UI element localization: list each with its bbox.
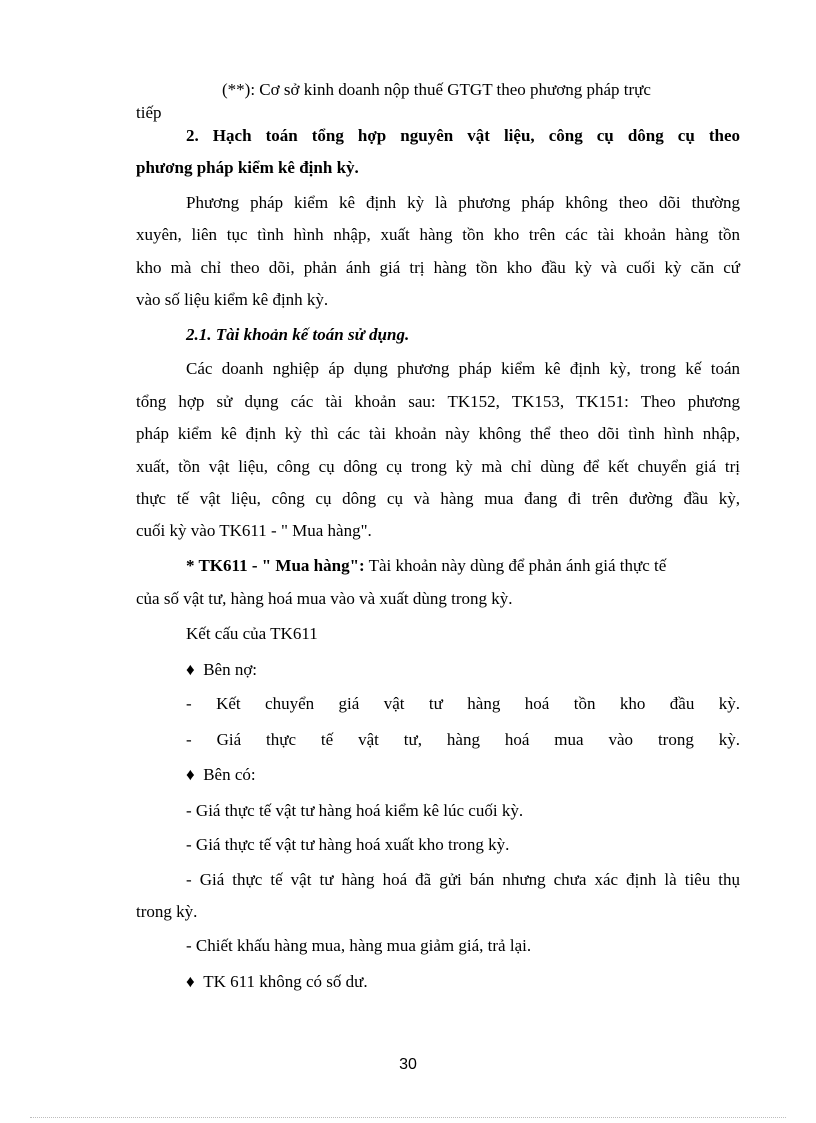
paragraph-line: Các doanh nghiệp áp dụng phương pháp kiểm kê định kỳ, trong kế toán (186, 359, 740, 378)
note-line: (**): Cơ sở kinh doanh nộp thuế GTGT theo phương pháp trực (222, 80, 651, 99)
paragraph-line: xuất, tồn vật liệu, công cụ dông cụ trong kỳ mà chỉ dùng để kết chuyển giá trị (136, 457, 740, 476)
credit-item: - Giá thực tế vật tư hàng hoá kiểm kê lúc cuối kỳ. (186, 801, 524, 820)
debit-item: - Kết chuyển giá vật tư hàng hoá tồn kho đầu kỳ. (186, 694, 740, 713)
balance-note-text: TK 611 không có số dư. (203, 972, 368, 991)
paragraph-line: tổng hợp sử dụng các tài khoản sau: TK152, TK153, TK151: Theo phương (136, 392, 740, 411)
paragraph-line: Phương pháp kiểm kê định kỳ là phương pháp không theo dõi thường (186, 193, 740, 212)
paragraph-line: cuối kỳ vào TK611 - " Mua hàng". (136, 521, 372, 540)
diamond-bullet-icon: ♦ (186, 765, 195, 784)
note-line-continued: tiếp (136, 103, 162, 122)
diamond-bullet-icon: ♦ (186, 660, 195, 679)
diamond-bullet-icon: ♦ (186, 972, 195, 991)
credit-item: - Giá thực tế vật tư hàng hoá xuất kho trong kỳ. (186, 835, 510, 854)
page-bottom-divider (30, 1117, 786, 1118)
credit-label: Bên có: (203, 765, 256, 784)
debit-label: Bên nợ: (203, 660, 258, 679)
structure-title: Kết cấu của TK611 (186, 624, 318, 643)
credit-item: - Chiết khấu hàng mua, hàng mua giảm giá, trả lại. (186, 936, 532, 955)
credit-item: - Giá thực tế vật tư hàng hoá đã gửi bán nhưng chưa xác định là tiêu thụ (186, 870, 740, 889)
section-heading-continued: phương pháp kiểm kê định kỳ. (136, 158, 359, 177)
paragraph-line: pháp kiểm kê định kỳ thì các tài khoản này không thể theo dõi tình hình nhập, (136, 424, 740, 443)
section-heading: 2. Hạch toán tổng hợp nguyên vật liệu, công cụ dông cụ theo (186, 126, 740, 145)
subsection-heading: 2.1. Tài khoản kế toán sử dụng. (186, 325, 410, 344)
debit-item: - Giá thực tế vật tư, hàng hoá mua vào trong kỳ. (186, 730, 740, 749)
credit-heading (186, 764, 256, 786)
tk611-definition-continued: của số vật tư, hàng hoá mua vào và xuất dùng trong kỳ. (136, 589, 513, 608)
paragraph-line: thực tế vật liệu, công cụ dông cụ và hàng mua đang đi trên đường đầu kỳ, (136, 489, 740, 508)
paragraph-line: kho mà chỉ theo dõi, phản ánh giá trị hàng tồn kho đầu kỳ và cuối kỳ căn cứ (136, 258, 740, 277)
page-number: 30 (399, 1056, 417, 1073)
tk611-definition (186, 555, 740, 577)
paragraph-line: xuyên, liên tục tình hình nhập, xuất hàng tồn kho trên các tài khoản hàng tồn (136, 225, 740, 244)
credit-item-continued: trong kỳ. (136, 902, 198, 921)
paragraph-line: vào số liệu kiểm kê định kỳ. (136, 290, 329, 309)
debit-heading (186, 659, 257, 681)
balance-note (186, 971, 368, 993)
tk611-label: * TK611 - " Mua hàng": (186, 556, 365, 575)
tk611-description: Tài khoản này dùng để phản ánh giá thực tế (364, 556, 667, 575)
